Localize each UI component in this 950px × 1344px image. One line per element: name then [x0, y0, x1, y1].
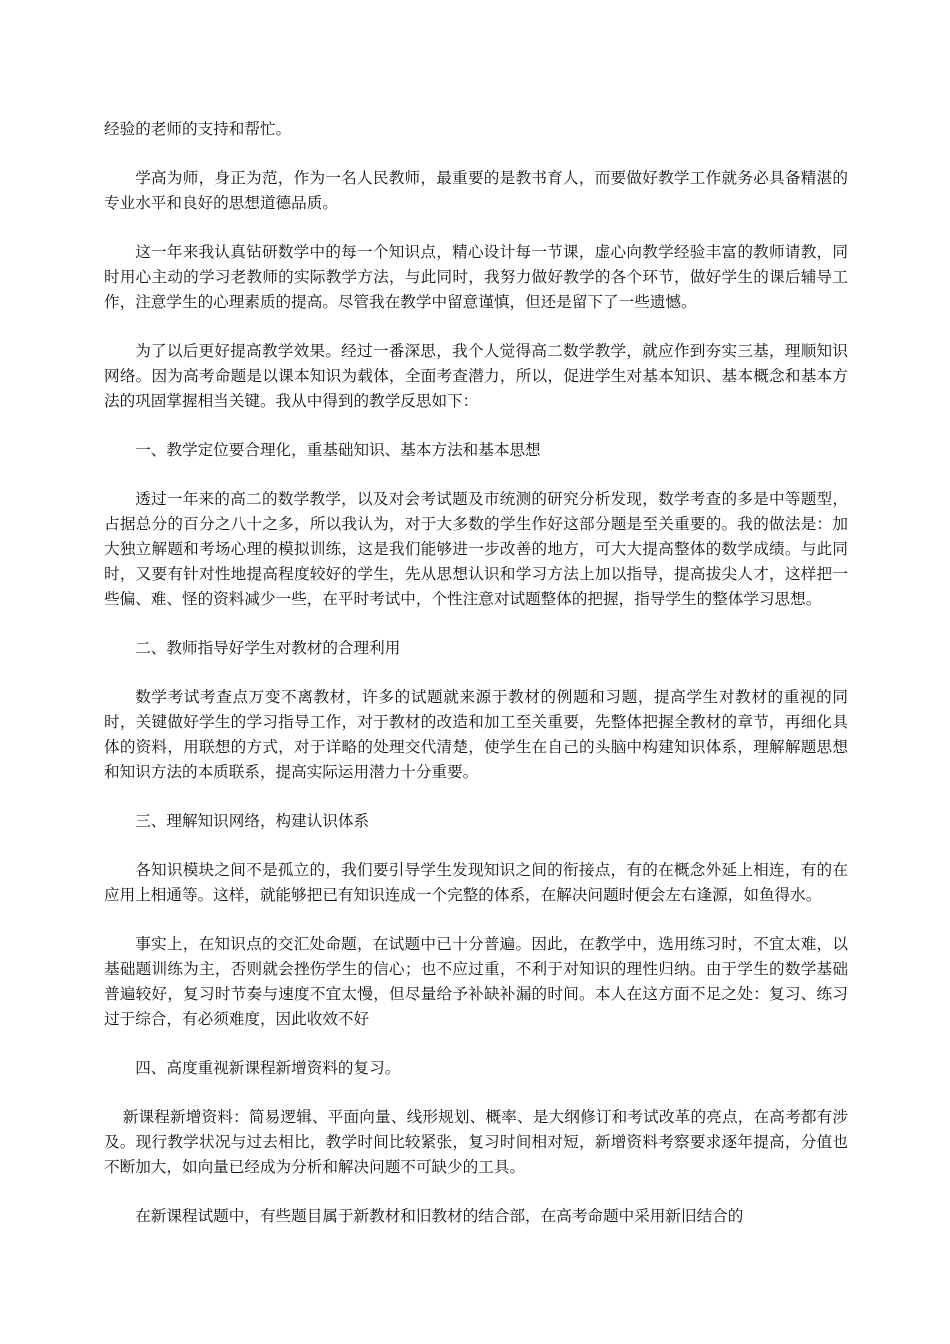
document-body — [104, 117, 848, 1253]
section-heading-1: 一、教学定位要合理化，重基础知识、基本方法和基本思想 — [135, 441, 541, 459]
paragraph-section-1-body: 透过一年来的高二的数学教学，以及对会考试题及市统测的研究分析发现，数学考查的多是中等题型，占据总分的百分之八十之多，所以我认为，对于大多数的学生作好这部分题是至关重要的。我的做法是：加大独立解题和考场心理的模拟训练，这是我们能够进一步改善的地方，可大大提高整体的数学成绩。与此同时，又要有针对性地提高程度较好的学生，先从思想认识和学习方法上加以指导，提高拔尖人才，这样把一些偏、难、怪的资料减少一些，在平时考试中，个性注意对试题整体的把握，指导学生的整体学习思想。 — [104, 490, 848, 608]
paragraph-section-3-body-b: 事实上，在知识点的交汇处命题，在试题中已十分普遍。因此，在教学中，选用练习时，不宜太难，以基础题训练为主，否则就会挫伤学生的信心；也不应过重，不利于对知识的理性归纳。由于学生的数学基础普遍较好，复习时节奏与速度不宜太慢，但尽量给予补缺补漏的时间。本人在这方面不足之处：复习、练习过于综合，有必须难度，因此收效不好 — [104, 935, 848, 1028]
paragraph-section-4-body-a: 新课程新增资料：简易逻辑、平面向量、线形规划、概率、是大纲修订和考试改革的亮点，在高考都有涉及。现行教学状况与过去相比，教学时间比较紧张，复习时间相对短，新增资料考察要求逐年提高，分值也不断加大，如向量已经成为分析和解决问题不可缺少的工具。 — [104, 1108, 848, 1176]
paragraph-year-review: 这一年来我认真钻研数学中的每一个知识点，精心设计每一节课，虚心向教学经验丰富的教师请教，同时用心主动的学习老教师的实际教学方法，与此同时，我努力做好教学的各个环节，做好学生的课后辅导工作，注意学生的心理素质的提高。尽管我在教学中留意谨慎，但还是留下了一些遗憾。 — [104, 243, 848, 311]
section-heading-3: 三、理解知识网络，构建认识体系 — [135, 812, 370, 830]
paragraph-section-3-body-a: 各知识模块之间不是孤立的，我们要引导学生发现知识之间的衔接点，有的在概念外延上相连，有的在应用上相通等。这样，就能够把已有知识连成一个完整的体系，在解决问题时便会左右逢源，如鱼得水。 — [104, 861, 848, 904]
paragraph-intro-continuation: 经验的老师的支持和帮忙。 — [104, 120, 292, 138]
section-heading-2: 二、教师指导好学生对教材的合理利用 — [135, 639, 401, 657]
paragraph-teacher-role: 学高为师，身正为范，作为一名人民教师，最重要的是教书育人，而要做好教学工作就务必具备精湛的专业水平和良好的思想道德品质。 — [104, 169, 848, 212]
paragraph-section-2-body: 数学考试考查点万变不离教材，许多的试题就来源于教材的例题和习题，提高学生对教材的重视的同时，关键做好学生的学习指导工作，对于教材的改造和加工至关重要，先整体把握全教材的章节，再细化具体的资料，用联想的方式，对于详略的处理交代清楚，使学生在自己的头脑中构建知识体系，理解解题思想和知识方法的本质联系，提高实际运用潜力十分重要。 — [104, 688, 848, 781]
section-heading-4: 四、高度重视新课程新增资料的复习。 — [135, 1059, 401, 1077]
paragraph-reflection-intro: 为了以后更好提高教学效果。经过一番深思，我个人觉得高二数学教学，就应作到夯实三基，理顺知识网络。因为高考命题是以课本知识为载体，全面考查潜力，所以，促进学生对基本知识、基本概念和基本方法的巩固掌握相当关键。我从中得到的教学反思如下： — [104, 342, 848, 410]
paragraph-section-4-body-b: 在新课程试题中，有些题目属于新教材和旧教材的结合部，在高考命题中采用新旧结合的 — [135, 1207, 744, 1225]
